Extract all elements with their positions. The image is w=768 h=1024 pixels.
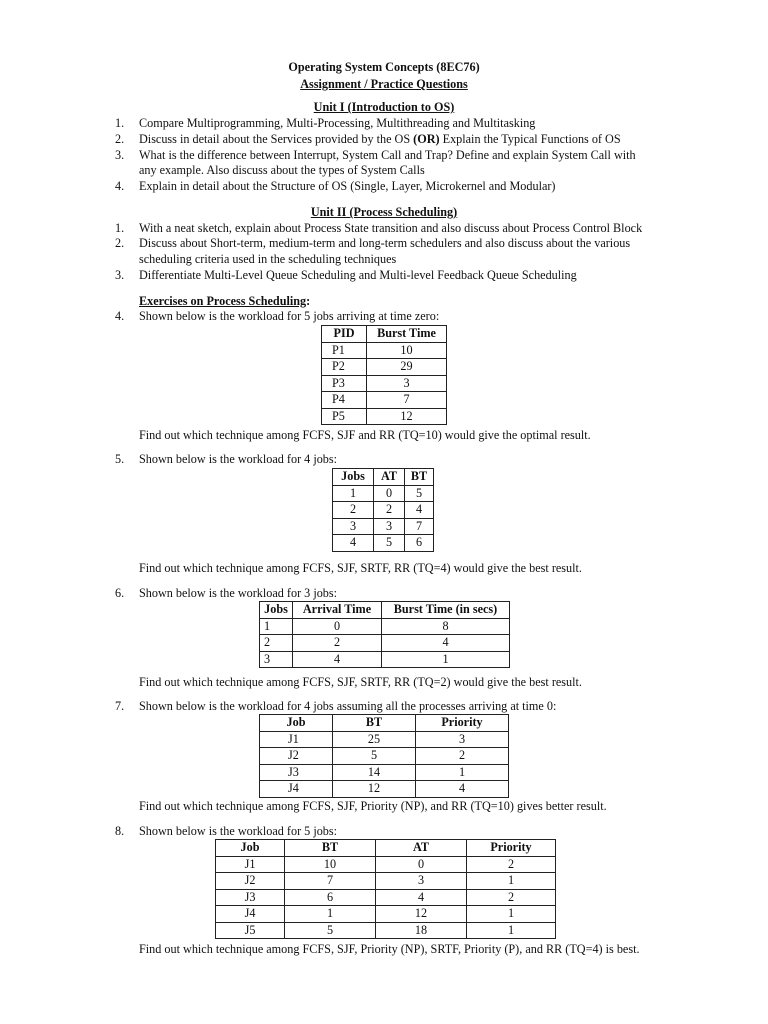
table-header-cell: Jobs <box>260 602 293 619</box>
table-cell: 0 <box>376 856 467 873</box>
table-cell: 2 <box>467 889 556 906</box>
table-cell: P2 <box>322 359 367 376</box>
table-cell: 3 <box>333 518 374 535</box>
unit2-q3-text: Differentiate Multi-Level Queue Scheduling and Multi-level Feedback Queue Scheduling <box>139 268 577 282</box>
ex4-outro: Find out which technique among FCFS, SJF and RR (TQ=10) would give the optimal result. <box>139 428 591 442</box>
table-row <box>216 873 556 890</box>
table-row <box>260 764 509 781</box>
table-cell: 29 <box>367 359 447 376</box>
table-cell: J1 <box>260 731 333 748</box>
table-row <box>260 781 509 798</box>
table-cell: P5 <box>322 408 367 425</box>
table-row <box>322 342 447 359</box>
ex7-intro: Shown below is the workload for 4 jobs assuming all the processes arriving at time 0: <box>139 699 557 713</box>
table-header-cell: Priority <box>467 840 556 857</box>
ex8-outro: Find out which technique among FCFS, SJF, Priority (NP), SRTF, Priority (P), and RR (TQ=4) is best. <box>139 942 640 956</box>
table-cell: 3 <box>260 651 293 668</box>
table-cell: J2 <box>260 748 333 765</box>
table-row <box>322 375 447 392</box>
table-header-cell: Burst Time <box>367 326 447 343</box>
table-cell: 3 <box>374 518 405 535</box>
table-cell: J5 <box>216 922 285 939</box>
document-subtitle: Assignment / Practice Questions <box>300 77 468 91</box>
ex5-table <box>332 468 434 552</box>
table-cell: 10 <box>285 856 376 873</box>
table-cell: J3 <box>260 764 333 781</box>
ex7-outro: Find out which technique among FCFS, SJF, Priority (NP), and RR (TQ=10) gives better result. <box>139 799 607 813</box>
unit1-q3-text-line2: any example. Also discuss about the types of System Calls <box>139 163 425 177</box>
table-header-cell: PID <box>322 326 367 343</box>
table-cell: 8 <box>382 618 510 635</box>
table-cell: 4 <box>416 781 509 798</box>
table-row <box>260 635 510 652</box>
table-cell: 3 <box>367 375 447 392</box>
unit1-q3-text-line1: What is the difference between Interrupt, System Call and Trap? Define and explain System Call with <box>139 148 636 162</box>
table-row <box>333 502 434 519</box>
table-cell: 1 <box>467 922 556 939</box>
ex5-number: 5. <box>115 452 125 466</box>
table-cell: 1 <box>333 485 374 502</box>
table-header-cell: BT <box>285 840 376 857</box>
ex6-intro: Shown below is the workload for 3 jobs: <box>139 586 338 600</box>
table-cell: J4 <box>260 781 333 798</box>
table-cell: 7 <box>405 518 434 535</box>
ex6-outro: Find out which technique among FCFS, SJF, SRTF, RR (TQ=2) would give the best result. <box>139 675 582 689</box>
table-cell: J4 <box>216 906 285 923</box>
unit2-q2-number: 2. <box>115 236 125 250</box>
table-cell: 5 <box>374 535 405 552</box>
table-cell: 18 <box>376 922 467 939</box>
table-cell: 2 <box>467 856 556 873</box>
table-row <box>260 618 510 635</box>
unit1-q2-number: 2. <box>115 132 125 146</box>
table-cell: 7 <box>285 873 376 890</box>
table-header-cell: BT <box>405 469 434 486</box>
table-row <box>216 922 556 939</box>
table-cell: 0 <box>374 485 405 502</box>
ex6-table <box>259 601 510 668</box>
unit1-q1-text: Compare Multiprogramming, Multi-Processing, Multithreading and Multitasking <box>139 116 536 130</box>
table-cell: 4 <box>376 889 467 906</box>
table-row <box>216 889 556 906</box>
document-title: Operating System Concepts (8EC76) <box>288 60 480 74</box>
table-cell: 0 <box>293 618 382 635</box>
table-header-cell: Job <box>216 840 285 857</box>
table-header-row <box>333 469 434 486</box>
unit2-q3-number: 3. <box>115 268 125 282</box>
table-cell: 12 <box>333 781 416 798</box>
table-cell: 2 <box>260 635 293 652</box>
table-header-cell: BT <box>333 715 416 732</box>
table-header-cell: Job <box>260 715 333 732</box>
table-header-cell: Priority <box>416 715 509 732</box>
table-cell: 1 <box>416 764 509 781</box>
ex4-intro: Shown below is the workload for 5 jobs arriving at time zero: <box>139 309 440 323</box>
unit2-q2-text-line2: scheduling criteria used in the scheduling techniques <box>139 252 397 266</box>
table-cell: 3 <box>376 873 467 890</box>
unit2-q1-number: 1. <box>115 221 125 235</box>
table-header-cell: Burst Time (in secs) <box>382 602 510 619</box>
table-cell: 5 <box>285 922 376 939</box>
unit1-q4-number: 4. <box>115 179 125 193</box>
unit1-heading: Unit I (Introduction to OS) <box>313 100 455 114</box>
table-row <box>322 359 447 376</box>
table-cell: 7 <box>367 392 447 409</box>
ex5-intro: Shown below is the workload for 4 jobs: <box>139 452 338 466</box>
table-cell: 2 <box>333 502 374 519</box>
unit2-q1-text: With a neat sketch, explain about Process State transition and also discuss about Process Control Block <box>139 221 643 235</box>
table-cell: 2 <box>293 635 382 652</box>
table-cell: 1 <box>382 651 510 668</box>
table-cell: J3 <box>216 889 285 906</box>
ex8-intro: Shown below is the workload for 5 jobs: <box>139 824 338 838</box>
table-row <box>260 651 510 668</box>
table-cell: 5 <box>333 748 416 765</box>
table-header-cell: Arrival Time <box>293 602 382 619</box>
table-row <box>333 518 434 535</box>
ex4-table <box>321 325 447 425</box>
ex8-number: 8. <box>115 824 125 838</box>
unit1-q3-number: 3. <box>115 148 125 162</box>
table-cell: 6 <box>285 889 376 906</box>
table-cell: 4 <box>382 635 510 652</box>
table-cell: 2 <box>416 748 509 765</box>
table-row <box>216 906 556 923</box>
table-cell: 4 <box>333 535 374 552</box>
table-cell: 3 <box>416 731 509 748</box>
table-row <box>322 392 447 409</box>
ex6-number: 6. <box>115 586 125 600</box>
table-row <box>260 748 509 765</box>
table-header-cell: AT <box>376 840 467 857</box>
table-cell: 12 <box>376 906 467 923</box>
unit2-heading: Unit II (Process Scheduling) <box>310 205 458 219</box>
ex7-number: 7. <box>115 699 125 713</box>
table-cell: J1 <box>216 856 285 873</box>
unit1-q4-text: Explain in detail about the Structure of OS (Single, Layer, Microkernel and Modular) <box>139 179 556 193</box>
table-cell: 2 <box>374 502 405 519</box>
table-header-cell: Jobs <box>333 469 374 486</box>
table-row <box>333 485 434 502</box>
table-row <box>260 731 509 748</box>
table-cell: 1 <box>467 906 556 923</box>
ex4-number: 4. <box>115 309 125 323</box>
table-header-row <box>322 326 447 343</box>
table-cell: 1 <box>467 873 556 890</box>
table-cell: J2 <box>216 873 285 890</box>
table-cell: 10 <box>367 342 447 359</box>
table-cell: 5 <box>405 485 434 502</box>
table-row <box>216 856 556 873</box>
table-cell: 4 <box>293 651 382 668</box>
unit2-q2-text-line1: Discuss about Short-term, medium-term and long-term schedulers and also discuss about the various <box>139 236 631 250</box>
table-cell: 14 <box>333 764 416 781</box>
table-row <box>333 535 434 552</box>
unit1-q1-number: 1. <box>115 116 125 130</box>
ex8-table <box>215 839 556 939</box>
ex5-outro: Find out which technique among FCFS, SJF, SRTF, RR (TQ=4) would give the best result. <box>139 561 582 575</box>
table-cell: P4 <box>322 392 367 409</box>
table-header-row <box>260 602 510 619</box>
table-cell: 4 <box>405 502 434 519</box>
table-header-cell: AT <box>374 469 405 486</box>
table-row <box>322 408 447 425</box>
table-cell: 6 <box>405 535 434 552</box>
table-cell: 25 <box>333 731 416 748</box>
table-header-row <box>260 715 509 732</box>
table-cell: 1 <box>285 906 376 923</box>
table-header-row <box>216 840 556 857</box>
table-cell: 1 <box>260 618 293 635</box>
table-cell: 12 <box>367 408 447 425</box>
exercises-heading: Exercises on Process Scheduling: <box>139 294 311 308</box>
unit1-q2-text: Discuss in detail about the Services provided by the OS (OR) Explain the Typical Functions of OS <box>139 132 621 146</box>
table-cell: P1 <box>322 342 367 359</box>
table-cell: P3 <box>322 375 367 392</box>
ex7-table <box>259 714 509 798</box>
